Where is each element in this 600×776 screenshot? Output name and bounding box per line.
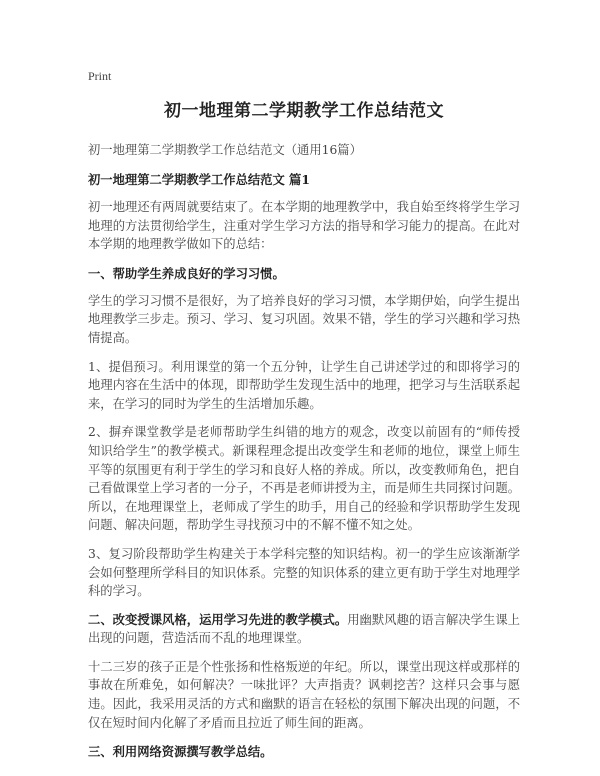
section-3-heading: 三、利用网络资源撰写教学总结。: [88, 744, 273, 760]
document-page: [88, 68, 520, 770]
section-1-paragraph-2: 1、提倡预习。利用课堂的第一个五分钟，让学生自己讲述学过的和即将学习的地理内容在生活中的体现，即帮助学生发现生活中的地理，把学习与生活联系起来，在学习的同时为学生的生活增加乐趣。: [88, 359, 520, 411]
section-2-heading: 二、改变授课风格，运用学习先进的教学模式。: [88, 611, 348, 627]
section-1-heading: 一、帮助学生养成良好的学习习惯。: [88, 265, 285, 281]
intro-paragraph: 初一地理还有两周就要结束了。在本学期的地理教学中，我自始至终将学生学习地理的方法贯彻给学生，注重对学生学习方法的指导和学习能力的提高。在此对本学期的地理教学做如下的总结：: [88, 200, 520, 252]
section-1-paragraph-4: 3、复习阶段帮助学生构建关于本学科完整的知识结构。初一的学生应该渐渐学会如何整理所学科目的知识体系。完整的知识体系的建立更有助于学生对地理学科的学习。: [88, 546, 520, 599]
chapter-heading: 初一地理第二学期教学工作总结范文 篇1: [88, 172, 310, 187]
section-1-paragraph-1: 学生的学习习惯不是很好，为了培养良好的学习习惯，本学期伊始，向学生提出地理教学三步走。预习、学习、复习巩固。效果不错，学生的学习兴趣和学习热情提高。: [88, 293, 520, 345]
section-2-lead-paragraph: [88, 611, 520, 648]
document-subtitle: 初一地理第二学期教学工作总结范文（通用16篇）: [88, 143, 362, 157]
section-2-lead-text: 用幽默风趣的语言解决学生课上出现的问题，营造活而不乱的地理课堂。: [88, 612, 520, 646]
document-title: 初一地理第二学期教学工作总结范文: [164, 101, 444, 121]
print-link[interactable]: Print: [88, 69, 112, 83]
section-1-paragraph-3: 2、摒弃课堂教学是老师帮助学生纠错的地方的观念，改变以前固有的“师传授知识给学生”的教学模式。新课程理念提出改变学生和老师的地位，课堂上师生平等的氛围更有利于学生的学习和良好人格的养成。所以，改变教师角色，把自己看做课堂上学习者的一分子，不再是老师讲授为主，而是师生共同探讨问题。所以，在地理课堂上，老师成了学生的助手，用自己的经验和学识帮助学生发现问题、解决问题，帮助学生寻找预习中的不解不懂不知之处。: [88, 425, 520, 533]
section-2-paragraph-1: 十二三岁的孩子正是个性张扬和性格叛逆的年纪。所以，课堂出现这样或那样的事故在所难免，如何解决？一味批评？大声指责？讽刺挖苦？这样只会事与愿违。因此，我采用灵活的方式和幽默的语言在轻松的氛围下解决出现的问题，不仅在短时间内化解了矛盾而且拉近了师生间的距离。: [88, 659, 520, 730]
